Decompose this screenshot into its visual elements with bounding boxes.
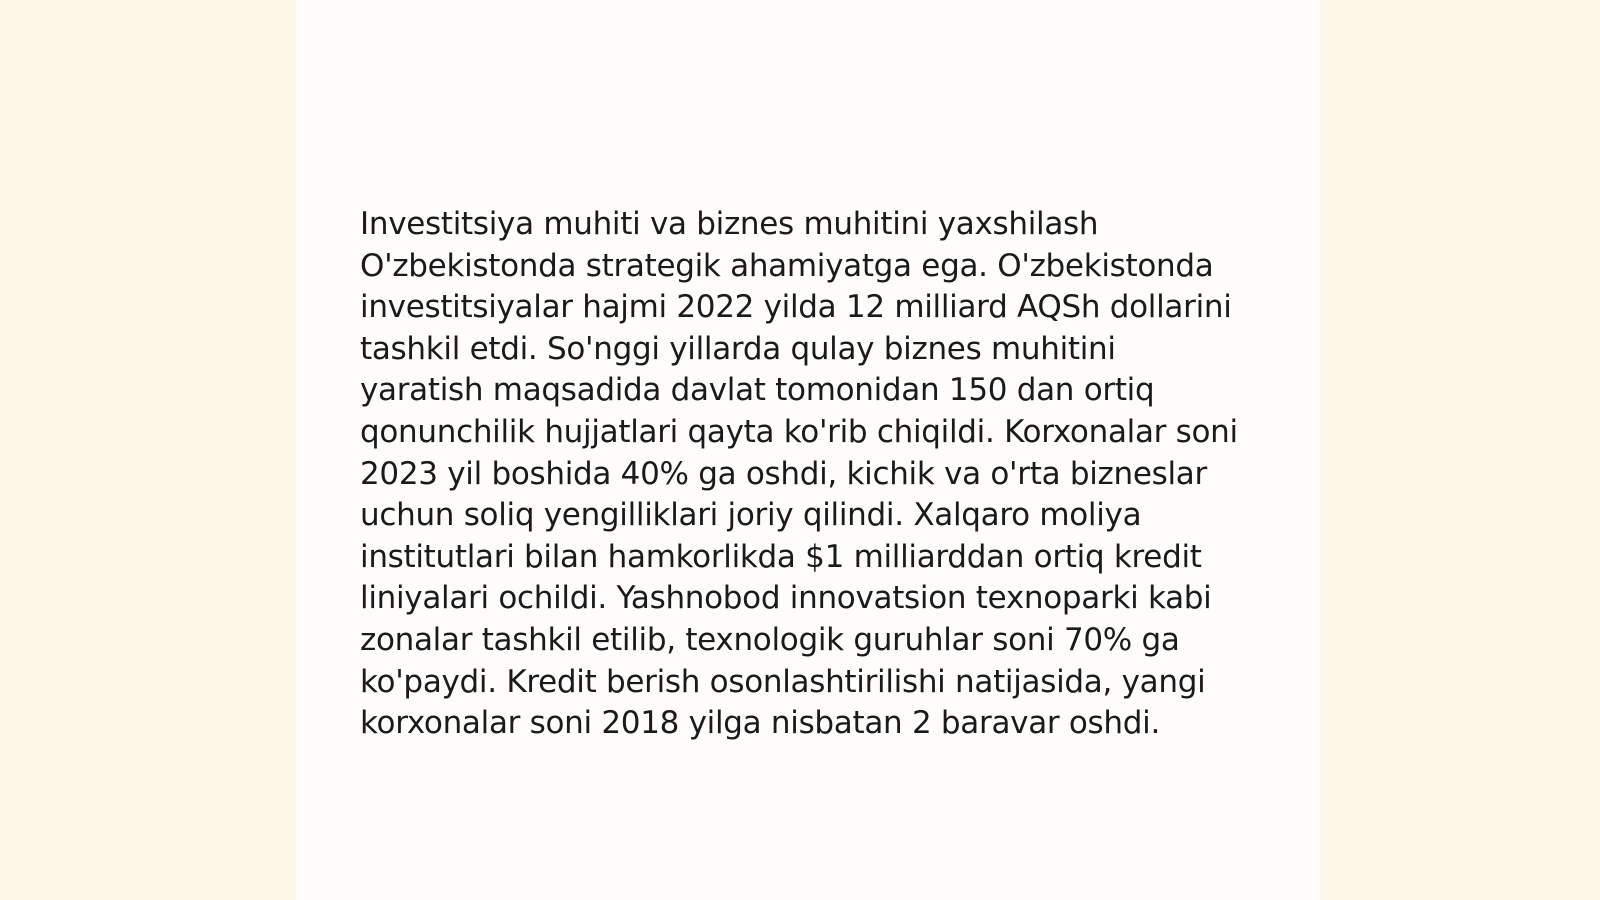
body-paragraph: Investitsiya muhiti va biznes muhitini yaxshilash O'zbekistonda strategik ahamiyatga ega. O'zbekistonda investitsiyalar hajmi 2022 yilda 12 milliard AQSh dollarini tashkil etdi. So'nggi yillarda qulay biznes muhitini yaratish maqsadida davlat tomonidan 150 dan ortiq qonunchilik hujjatlari qayta ko'rib chiqildi. Korxonalar soni 2023 yil boshida 40% ga oshdi, kichik va o'rta bizneslar uchun soliq yengilliklari joriy qilindi. Xalqaro moliya institutlari bilan hamkorlikda $1 milliarddan ortiq kredit liniyalari ochildi. Yashnobod innovatsion texnoparki kabi zonalar tashkil etilib, texnologik guruhlar soni 70% ga ko'paydi. Kredit berish osonlashtirilishi natijasida, yangi korxonalar soni 2018 yilga nisbatan 2 baravar oshdi. [360, 206, 1238, 742]
document-page [296, 0, 1320, 900]
